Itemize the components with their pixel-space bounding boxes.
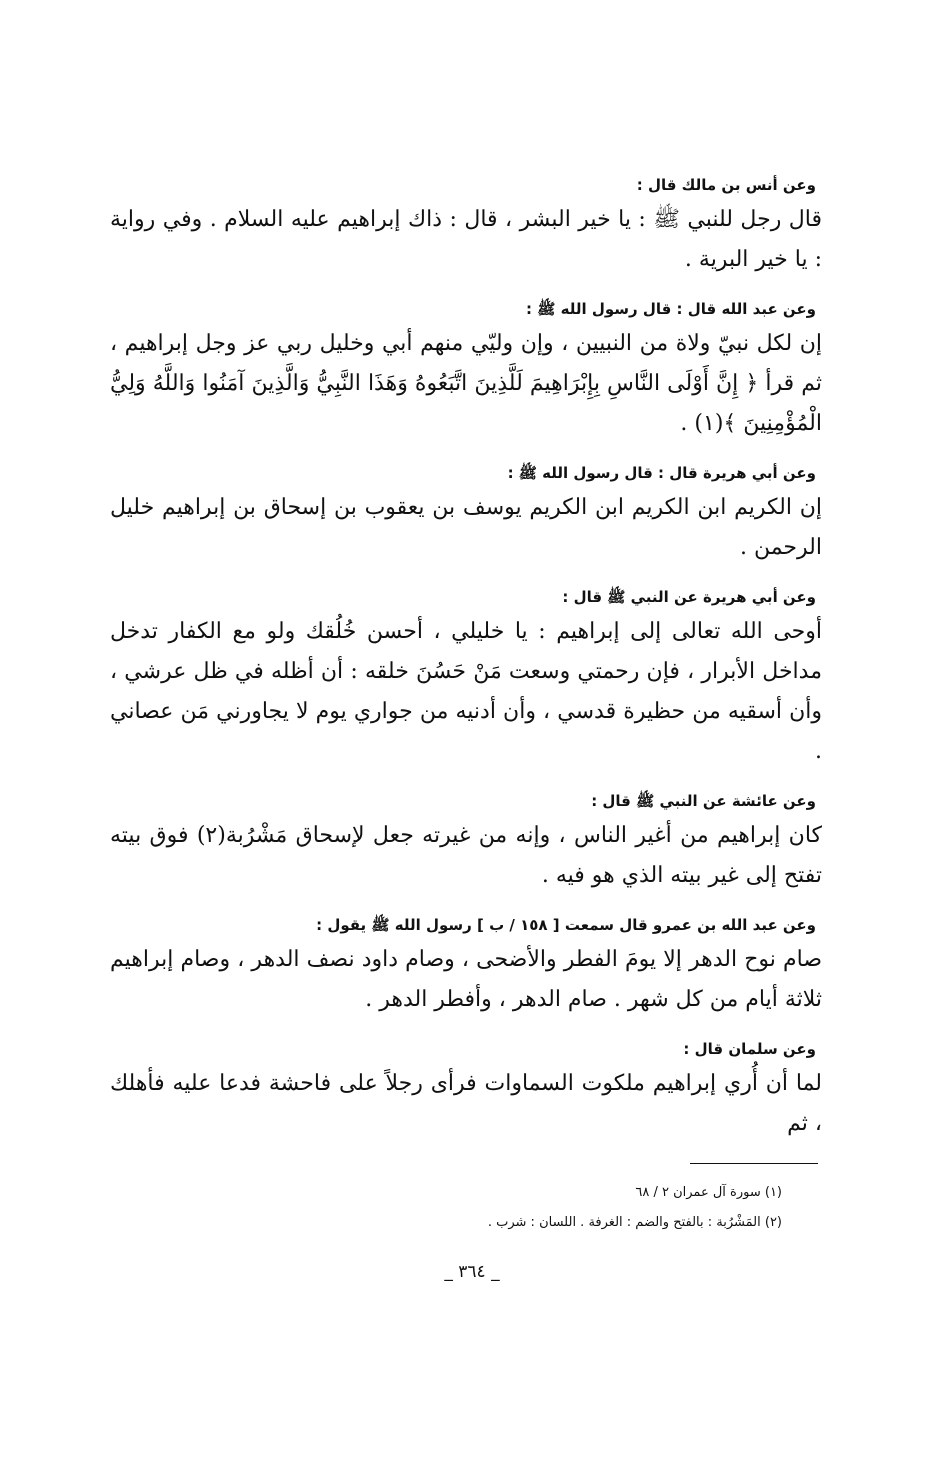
hadith-entry — [110, 458, 822, 568]
hadith-text: صام نوح الدهر إلا يومَ الفطر والأضحى ، وصام داود نصف الدهر ، وصام إبراهيم ثلاثة أيام من كل شهر . صام الدهر ، وأفطر الدهر . — [110, 947, 822, 1012]
hadith-entry — [110, 910, 822, 1020]
footnote-1: (١) سورة آل عمران ٢ / ٦٨ — [635, 1185, 782, 1200]
footnote-2: (٢) المَشْرُبة : بالفتح والضم : الغرفة . اللسان : شرب . — [487, 1215, 782, 1230]
hadith-intro: وعن عبد الله بن عمرو قال سمعت [ ١٥٨ / ب ] رسول الله ﷺ يقول : — [316, 916, 816, 934]
hadith-intro: وعن عبد الله قال : قال رسول الله ﷺ : — [526, 300, 816, 318]
hadith-text: لما أن أُري إبراهيم ملكوت السماوات فرأى رجلاً على فاحشة فدعا عليه فأهلك ، ثم — [110, 1071, 822, 1136]
hadith-intro: وعن عائشة عن النبي ﷺ قال : — [591, 792, 816, 810]
hadith-text: إن لكل نبيّ ولاة من النبيين ، وإن وليّي منهم أبي وخليل ربي عز وجل إبراهيم ، ثم قرأ ﴿ إِنَّ أَوْلَى النَّاسِ بِإِبْرَاهِيمَ لَلَّذِينَ اتَّبَعُوهُ وَهَذَا النَّبِيُّ وَالَّذِينَ آمَنُوا وَاللَّهُ وَلِيُّ الْمُؤْمِنِينَ ﴾(١) . — [110, 331, 822, 436]
footnotes — [110, 1178, 782, 1238]
hadith-intro: وعن أبي هريرة عن النبي ﷺ قال : — [562, 588, 816, 606]
hadith-text: إن الكريم ابن الكريم ابن الكريم يوسف بن يعقوب بن إسحاق بن إبراهيم خليل الرحمن . — [110, 495, 822, 560]
page-body — [110, 170, 822, 1158]
hadith-intro: وعن أنس بن مالك قال : — [636, 176, 816, 194]
hadith-entry — [110, 582, 822, 772]
hadith-text: كان إبراهيم من أغير الناس ، وإنه من غيرته جعل لإسحاق مَشْرُبة(٢) فوق بيته تفتح إلى غير بيته الذي هو فيه . — [110, 823, 822, 888]
hadith-entry — [110, 294, 822, 444]
footnote-separator — [690, 1163, 818, 1164]
hadith-intro: وعن أبي هريرة قال : قال رسول الله ﷺ : — [507, 464, 816, 482]
hadith-intro: وعن سلمان قال : — [683, 1040, 816, 1058]
page-number: _ ٣٦٤ _ — [444, 1262, 500, 1282]
hadith-entry — [110, 1034, 822, 1144]
hadith-entry — [110, 170, 822, 280]
hadith-entry — [110, 786, 822, 896]
hadith-text: قال رجل للنبي ﷺ : يا خير البشر ، قال : ذاك إبراهيم عليه السلام . وفي رواية : يا خير البرية . — [110, 207, 822, 272]
hadith-text: أوحى الله تعالى إلى إبراهيم : يا خليلي ، أحسن خُلُقك ولو مع الكفار تدخل مداخل الأبرار ، فإن رحمتي وسعت مَنْ حَسُنَ خلقه : أن أظله في ظل عرشي ، وأن أسقيه من حظيرة قدسي ، وأن أدنيه من جواري يوم لا يجاورني مَن عصاني . — [110, 619, 822, 764]
